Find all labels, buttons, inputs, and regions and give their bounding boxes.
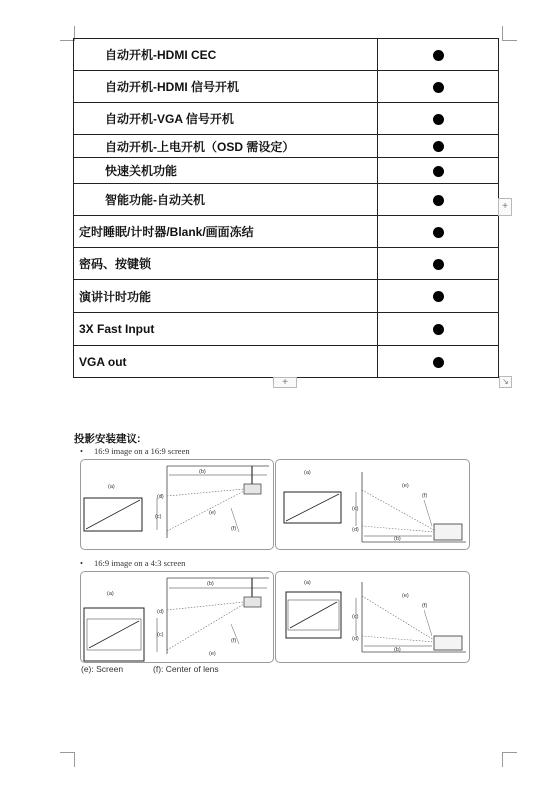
table-row [74,39,499,71]
label-e: (e) [209,510,216,516]
feature-supported-cell [378,280,499,313]
supported-dot-icon [433,227,444,238]
label-b: (b) [199,469,206,475]
feature-supported-cell [378,158,499,184]
label-d: (d) [157,609,164,615]
label-c: (c) [157,632,164,638]
label-b: (b) [394,536,401,542]
table-row [74,313,499,346]
feature-supported-cell [378,184,499,216]
label-c: (c) [155,514,162,520]
table-row [74,184,499,216]
table-row [74,280,499,313]
label-a: (a) [107,591,114,597]
feature-supported-cell [378,216,499,248]
feature-label: 3X Fast Input [74,313,378,346]
feature-supported-cell [378,71,499,103]
feature-label: 智能功能-自动关机 [74,184,378,216]
diagram-16x9-table-mount [275,459,470,550]
bullet-dot-icon: • [80,446,83,456]
label-f: (f) [231,526,237,532]
label-a: (a) [304,470,311,476]
diagram-4x3-table-mount [275,571,470,663]
feature-label: 密码、按键锁 [74,248,378,280]
feature-supported-cell [378,313,499,346]
label-f: (f) [422,603,428,609]
bullet-text: 16:9 image on a 16:9 screen [94,446,190,456]
feature-label: VGA out [74,346,378,378]
supported-dot-icon [433,82,444,93]
table-row [74,346,499,378]
supported-dot-icon [433,259,444,270]
table-row [74,158,499,184]
feature-label: 自动开机-HDMI 信号开机 [74,71,378,103]
feature-supported-cell [378,135,499,158]
page-corner-mark-top-right [502,26,517,41]
supported-dot-icon [433,195,444,206]
label-d: (d) [352,527,359,533]
supported-dot-icon [433,357,444,368]
feature-supported-cell [378,39,499,71]
label-a: (a) [108,484,115,490]
feature-label: 快速关机功能 [74,158,378,184]
feature-supported-cell [378,346,499,378]
supported-dot-icon [433,291,444,302]
bullet-16x9-on-4x3 [80,558,185,568]
feature-label: 定时睡眠/计时器/Blank/画面冻结 [74,216,378,248]
diagram-16x9-ceiling-mount [80,459,274,550]
caption-center-of-lens: (f): Center of lens [153,664,219,674]
caption-screen: (e): Screen [81,664,124,674]
page-corner-mark-bottom-right [502,752,517,767]
label-b: (b) [394,647,401,653]
supported-dot-icon [433,166,444,177]
bullet-dot-icon: • [80,558,83,568]
feature-label: 自动开机-HDMI CEC [74,39,378,71]
table-resize-handle[interactable]: ↘ [499,376,512,388]
table-row [74,248,499,280]
feature-supported-cell [378,103,499,135]
supported-dot-icon [433,114,444,125]
bullet-text: 16:9 image on a 4:3 screen [94,558,186,568]
label-b: (b) [207,581,214,587]
label-c: (c) [352,506,359,512]
label-c: (c) [352,614,359,620]
label-d: (d) [157,494,164,500]
feature-label: 自动开机-VGA 信号开机 [74,103,378,135]
page-corner-mark-bottom-left [60,752,75,767]
install-heading: 投影安装建议: [74,433,141,445]
feature-label: 自动开机-上电开机（OSD 需设定） [74,135,378,158]
supported-dot-icon [433,50,444,61]
label-d: (d) [352,636,359,642]
bullet-16x9-on-16x9 [80,446,190,456]
table-row [74,135,499,158]
label-f: (f) [422,493,428,499]
table-row [74,71,499,103]
label-e: (e) [209,651,216,657]
diagram-4x3-ceiling-mount [80,571,274,663]
add-row-button[interactable]: + [273,377,297,388]
supported-dot-icon [433,324,444,335]
table-row [74,216,499,248]
feature-supported-cell [378,248,499,280]
add-column-button[interactable]: + [498,198,512,216]
feature-label: 演讲计时功能 [74,280,378,313]
feature-table [73,38,499,378]
supported-dot-icon [433,141,444,152]
label-a: (a) [304,580,311,586]
label-f: (f) [231,638,237,644]
label-e: (e) [402,483,409,489]
label-e: (e) [402,593,409,599]
table-row [74,103,499,135]
